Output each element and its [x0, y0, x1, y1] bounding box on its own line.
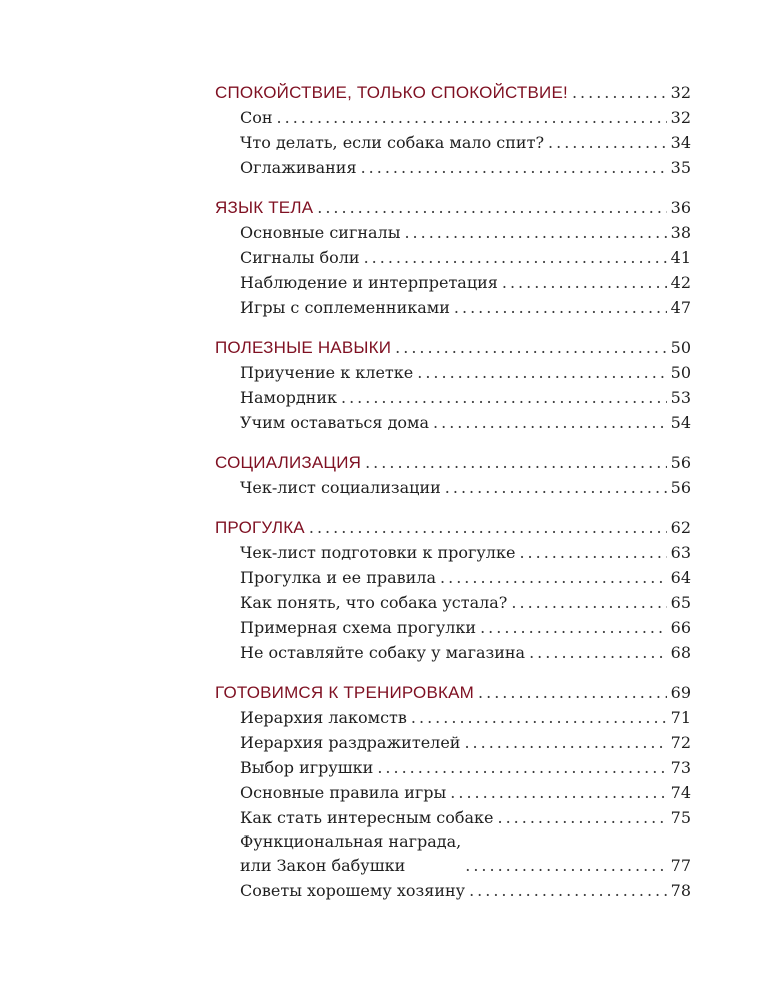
toc-section-heading[interactable] [215, 515, 691, 540]
toc-section [215, 515, 691, 665]
toc-entry[interactable] [215, 590, 691, 615]
dot-leader [454, 295, 667, 320]
toc-entry[interactable] [215, 755, 691, 780]
toc-entry[interactable] [215, 780, 691, 805]
toc-entry[interactable] [215, 155, 691, 180]
page-number: 68 [670, 643, 691, 662]
entry-title: Оглаживания [240, 158, 357, 177]
dot-leader [502, 270, 667, 295]
toc-entry[interactable] [215, 220, 691, 245]
toc-section [215, 450, 691, 500]
entry-title: Наблюдение и интерпретация [240, 273, 498, 292]
page-number: 56 [670, 453, 691, 472]
section-title: ПРОГУЛКА [215, 518, 305, 537]
toc-entry[interactable] [215, 615, 691, 640]
page-number: 32 [670, 83, 691, 102]
entry-title: Не оставляйте собаку у магазина [240, 643, 526, 662]
entry-title: Основные сигналы [240, 223, 401, 242]
toc-entry[interactable] [215, 705, 691, 730]
page-number: 32 [670, 108, 691, 127]
page-number: 35 [670, 158, 691, 177]
entry-title: Примерная схема прогулки [240, 618, 477, 637]
toc-section [215, 335, 691, 435]
section-title: СОЦИАЛИЗАЦИЯ [215, 453, 362, 472]
dot-leader [417, 360, 666, 385]
dot-leader [511, 590, 666, 615]
dot-leader [480, 615, 667, 640]
dot-leader [464, 730, 666, 755]
toc-entry[interactable] [215, 410, 691, 435]
dot-leader [309, 515, 667, 540]
toc-entry[interactable] [215, 130, 691, 155]
page-number: 71 [670, 708, 691, 727]
dot-leader [529, 640, 667, 665]
page-number: 75 [670, 808, 691, 827]
entry-title: Прогулка и ее правила [240, 568, 437, 587]
toc-section-heading[interactable] [215, 680, 691, 705]
entry-title-block [240, 830, 461, 878]
toc-entry[interactable] [215, 565, 691, 590]
toc-entry[interactable] [215, 295, 691, 320]
entry-title: Как стать интересным собаке [240, 808, 494, 827]
page-number: 47 [670, 298, 691, 317]
toc-section [215, 195, 691, 320]
toc-entry[interactable] [215, 805, 691, 830]
page-number: 42 [670, 273, 691, 292]
toc-section-heading[interactable] [215, 335, 691, 360]
page-number: 69 [670, 683, 691, 702]
entry-title: Функциональная награда, [240, 832, 462, 851]
page-number: 66 [670, 618, 691, 637]
dot-leader [445, 475, 667, 500]
toc-section-heading[interactable] [215, 80, 691, 105]
dot-leader [478, 680, 667, 705]
entry-title: Выбор игрушки [240, 758, 374, 777]
toc-entry[interactable] [215, 105, 691, 130]
entry-title: Намордник [240, 388, 337, 407]
page-number: 65 [670, 593, 691, 612]
page-number: 50 [670, 338, 691, 357]
entry-title-line2: или Закон бабушки [240, 856, 406, 875]
page-number: 56 [670, 478, 691, 497]
entry-title: Советы хорошему хозяину [240, 881, 466, 900]
dot-leader [361, 155, 667, 180]
page-number: 62 [670, 518, 691, 537]
page-number: 54 [670, 413, 691, 432]
page-number: 72 [670, 733, 691, 752]
toc-entry[interactable] [215, 830, 691, 878]
dot-leader [317, 195, 666, 220]
page-number: 78 [670, 881, 691, 900]
section-title: СПОКОЙСТВИЕ, ТОЛЬКО СПОКОЙСТВИЕ! [215, 83, 568, 102]
toc-section [215, 80, 691, 180]
section-title: ЯЗЫК ТЕЛА [215, 198, 314, 217]
dot-leader [364, 245, 667, 270]
toc-section-heading[interactable] [215, 450, 691, 475]
entry-title: Иерархия раздражителей [240, 733, 461, 752]
dot-leader [465, 854, 666, 878]
dot-leader [548, 130, 667, 155]
toc-entry[interactable] [215, 640, 691, 665]
page-number: 38 [670, 223, 691, 242]
entry-title: Основные правила игры [240, 783, 447, 802]
page-number: 63 [670, 543, 691, 562]
toc-entry[interactable] [215, 360, 691, 385]
dot-leader [433, 410, 667, 435]
section-title: ПОЛЕЗНЫЕ НАВЫКИ [215, 338, 392, 357]
entry-title: Иерархия лакомств [240, 708, 407, 727]
toc-entry[interactable] [215, 385, 691, 410]
dot-leader [377, 755, 666, 780]
dot-leader [365, 450, 667, 475]
entry-title: Игры с соплеменниками [240, 298, 450, 317]
toc-entry[interactable] [215, 475, 691, 500]
dot-leader [395, 335, 666, 360]
entry-title: Учим оставаться дома [240, 413, 430, 432]
dot-leader [341, 385, 667, 410]
entry-title: Чек-лист подготовки к прогулке [240, 543, 516, 562]
dot-leader [404, 220, 666, 245]
page-number: 73 [670, 758, 691, 777]
dot-leader [498, 805, 667, 830]
dot-leader [450, 780, 666, 805]
section-title: ГОТОВИМСЯ К ТРЕНИРОВКАМ [215, 683, 475, 702]
dot-leader [469, 878, 667, 903]
dot-leader [519, 540, 666, 565]
page-number: 53 [670, 388, 691, 407]
toc-entry[interactable] [215, 730, 691, 755]
toc-section [215, 680, 691, 903]
page-number: 74 [670, 783, 691, 802]
page-number: 34 [670, 133, 691, 152]
dot-leader [277, 105, 667, 130]
toc-entry[interactable] [215, 245, 691, 270]
toc-entry[interactable] [215, 540, 691, 565]
entry-title: Как понять, что собака устала? [240, 593, 508, 612]
toc-entry[interactable] [215, 270, 691, 295]
entry-title: Чек-лист социализации [240, 478, 441, 497]
dot-leader [411, 705, 667, 730]
dot-leader [572, 80, 667, 105]
entry-title: Сон [240, 108, 273, 127]
page-number: 50 [670, 363, 691, 382]
toc-section-heading[interactable] [215, 195, 691, 220]
entry-title: Что делать, если собака мало спит? [240, 133, 545, 152]
table-of-contents [215, 80, 691, 918]
dot-leader [440, 565, 667, 590]
page-number: 41 [670, 248, 691, 267]
entry-title: Сигналы боли [240, 248, 360, 267]
page-number: 64 [670, 568, 691, 587]
toc-entry[interactable] [215, 878, 691, 903]
page-number: 77 [670, 856, 691, 875]
page-number: 36 [670, 198, 691, 217]
entry-title: Приучение к клетке [240, 363, 414, 382]
